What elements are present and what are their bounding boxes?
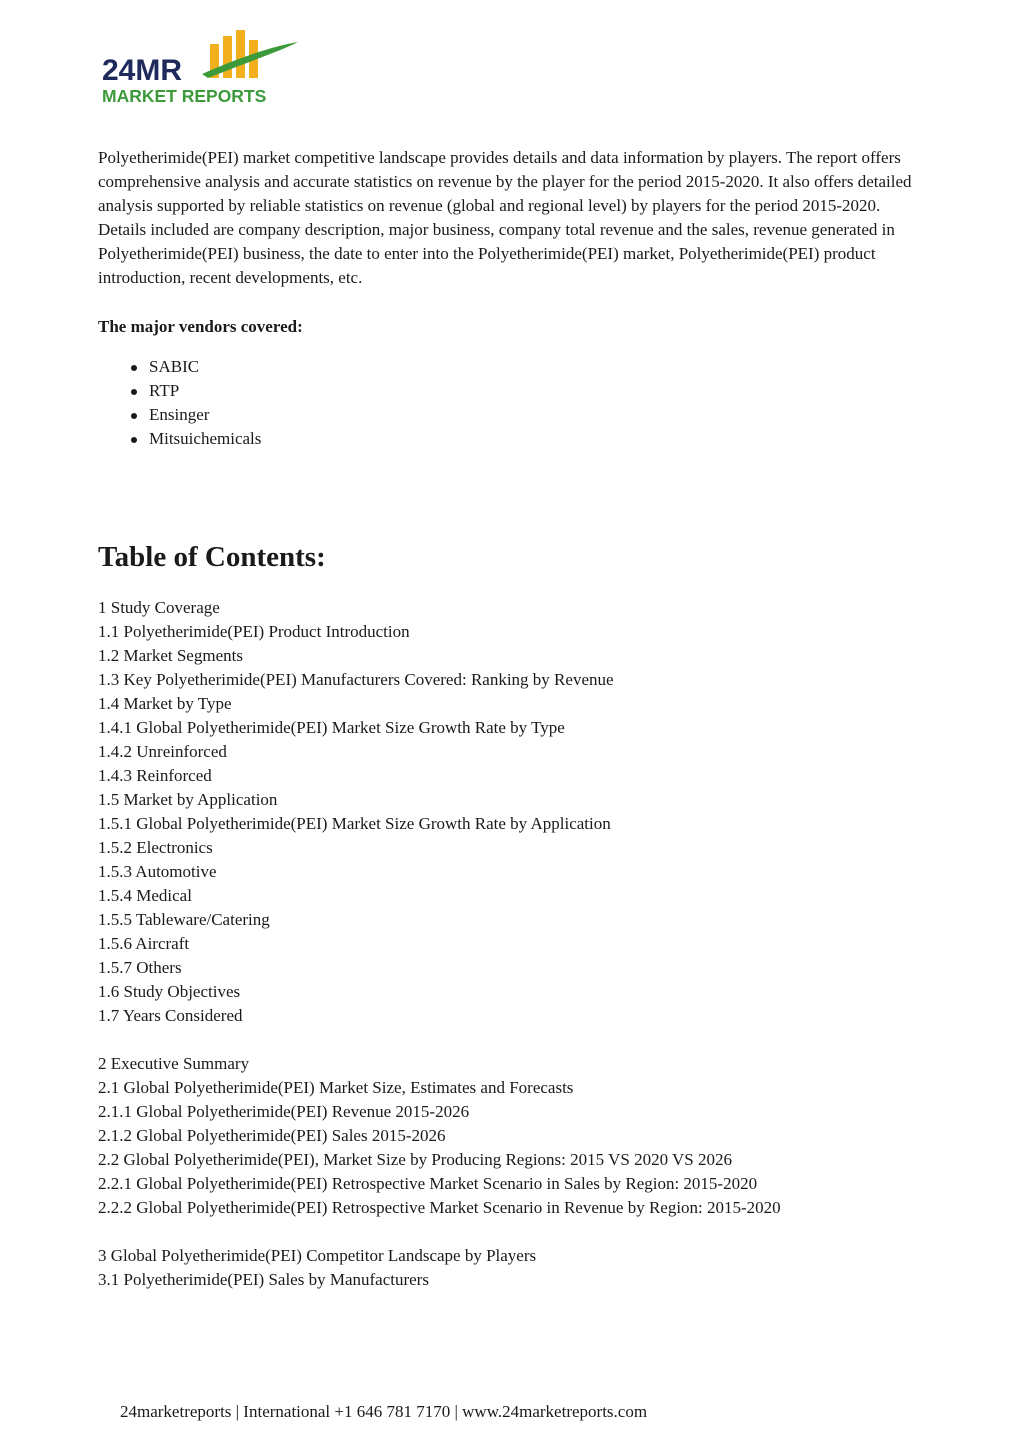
toc-entry: 1.5.3 Automotive <box>98 862 217 881</box>
toc-entry: 1.4 Market by Type <box>98 694 232 713</box>
toc-title: Table of Contents: <box>98 541 326 573</box>
toc-entry: 1.5.4 Medical <box>98 886 192 905</box>
toc-entry: 1.2 Market Segments <box>98 646 243 665</box>
logo-wordmark-top: 24MR <box>102 54 183 87</box>
toc-entry: 2.1.1 Global Polyetherimide(PEI) Revenue 2015-2026 <box>98 1102 470 1121</box>
vendor-name: Mitsuichemicals <box>149 429 262 448</box>
vendor-item <box>98 355 261 379</box>
toc-entry: 1.5.7 Others <box>98 958 182 977</box>
toc-entry: 1.7 Years Considered <box>98 1006 243 1025</box>
toc-entry: 1.4.2 Unreinforced <box>98 742 227 761</box>
bullet-icon <box>131 389 137 395</box>
toc-entry: 2 Executive Summary <box>98 1054 250 1073</box>
vendors-heading: The major vendors covered: <box>98 317 303 336</box>
toc-entry: 1.4.3 Reinforced <box>98 766 212 785</box>
bullet-icon <box>131 437 137 443</box>
toc-entry: 1.5.1 Global Polyetherimide(PEI) Market Size Growth Rate by Application <box>98 814 611 833</box>
toc-entry: 2.1.2 Global Polyetherimide(PEI) Sales 2015-2026 <box>98 1126 446 1145</box>
toc-entry: 1.5.6 Aircraft <box>98 934 190 953</box>
vendor-item <box>98 379 261 403</box>
toc-entry: 2.1 Global Polyetherimide(PEI) Market Size, Estimates and Forecasts <box>98 1078 574 1097</box>
vendors-list <box>98 355 261 451</box>
toc-group-3 <box>98 1244 781 1292</box>
toc-entry: 2.2.2 Global Polyetherimide(PEI) Retrospective Market Scenario in Revenue by Region: 2015-2020 <box>98 1198 781 1217</box>
toc-entry: 1.5.5 Tableware/Catering <box>98 910 270 929</box>
toc-entry: 2.2 Global Polyetherimide(PEI), Market Size by Producing Regions: 2015 VS 2020 VS 2026 <box>98 1150 732 1169</box>
toc-entry: 1.5.2 Electronics <box>98 838 213 857</box>
vendor-item <box>98 403 261 427</box>
page-footer: 24marketreports | International +1 646 781 7170 | www.24marketreports.com <box>120 1402 648 1421</box>
toc-entry: 1.4.1 Global Polyetherimide(PEI) Market Size Growth Rate by Type <box>98 718 565 737</box>
vendor-name: Ensinger <box>149 405 210 424</box>
company-logo <box>98 28 308 110</box>
toc-entry: 1.5 Market by Application <box>98 790 278 809</box>
table-of-contents <box>98 596 781 1316</box>
toc-group-2 <box>98 1052 781 1220</box>
vendor-name: SABIC <box>149 357 200 376</box>
bullet-icon <box>131 365 137 371</box>
toc-group-1 <box>98 596 781 1028</box>
intro-paragraph: Polyetherimide(PEI) market competitive landscape provides details and data information by players. The report offers comprehensive analysis and accurate statistics on revenue by the player for the period 2015-2020. It also offers detailed analysis supported by reliable statistics on revenue (global and regional level) by players for the period 2015-2020. Details included are company description, major business, company total revenue and the sales, revenue generated in Polyetherimide(PEI) business, the date to enter into the Polyetherimide(PEI) market, Polyetherimide(PEI) product introduction, recent developments, etc. <box>98 148 912 287</box>
bullet-icon <box>131 413 137 419</box>
logo-wordmark-bottom: MARKET REPORTS <box>102 86 267 106</box>
toc-entry: 3 Global Polyetherimide(PEI) Competitor Landscape by Players <box>98 1246 537 1265</box>
toc-entry: 1.3 Key Polyetherimide(PEI) Manufacturers Covered: Ranking by Revenue <box>98 670 614 689</box>
vendor-name: RTP <box>149 381 180 400</box>
toc-entry: 1 Study Coverage <box>98 598 220 617</box>
vendor-item <box>98 427 261 451</box>
toc-entry: 3.1 Polyetherimide(PEI) Sales by Manufacturers <box>98 1270 429 1289</box>
toc-entry: 1.1 Polyetherimide(PEI) Product Introduction <box>98 622 410 641</box>
toc-entry: 2.2.1 Global Polyetherimide(PEI) Retrospective Market Scenario in Sales by Region: 2015-2020 <box>98 1174 758 1193</box>
logo-mark <box>98 28 308 110</box>
toc-entry: 1.6 Study Objectives <box>98 982 241 1001</box>
